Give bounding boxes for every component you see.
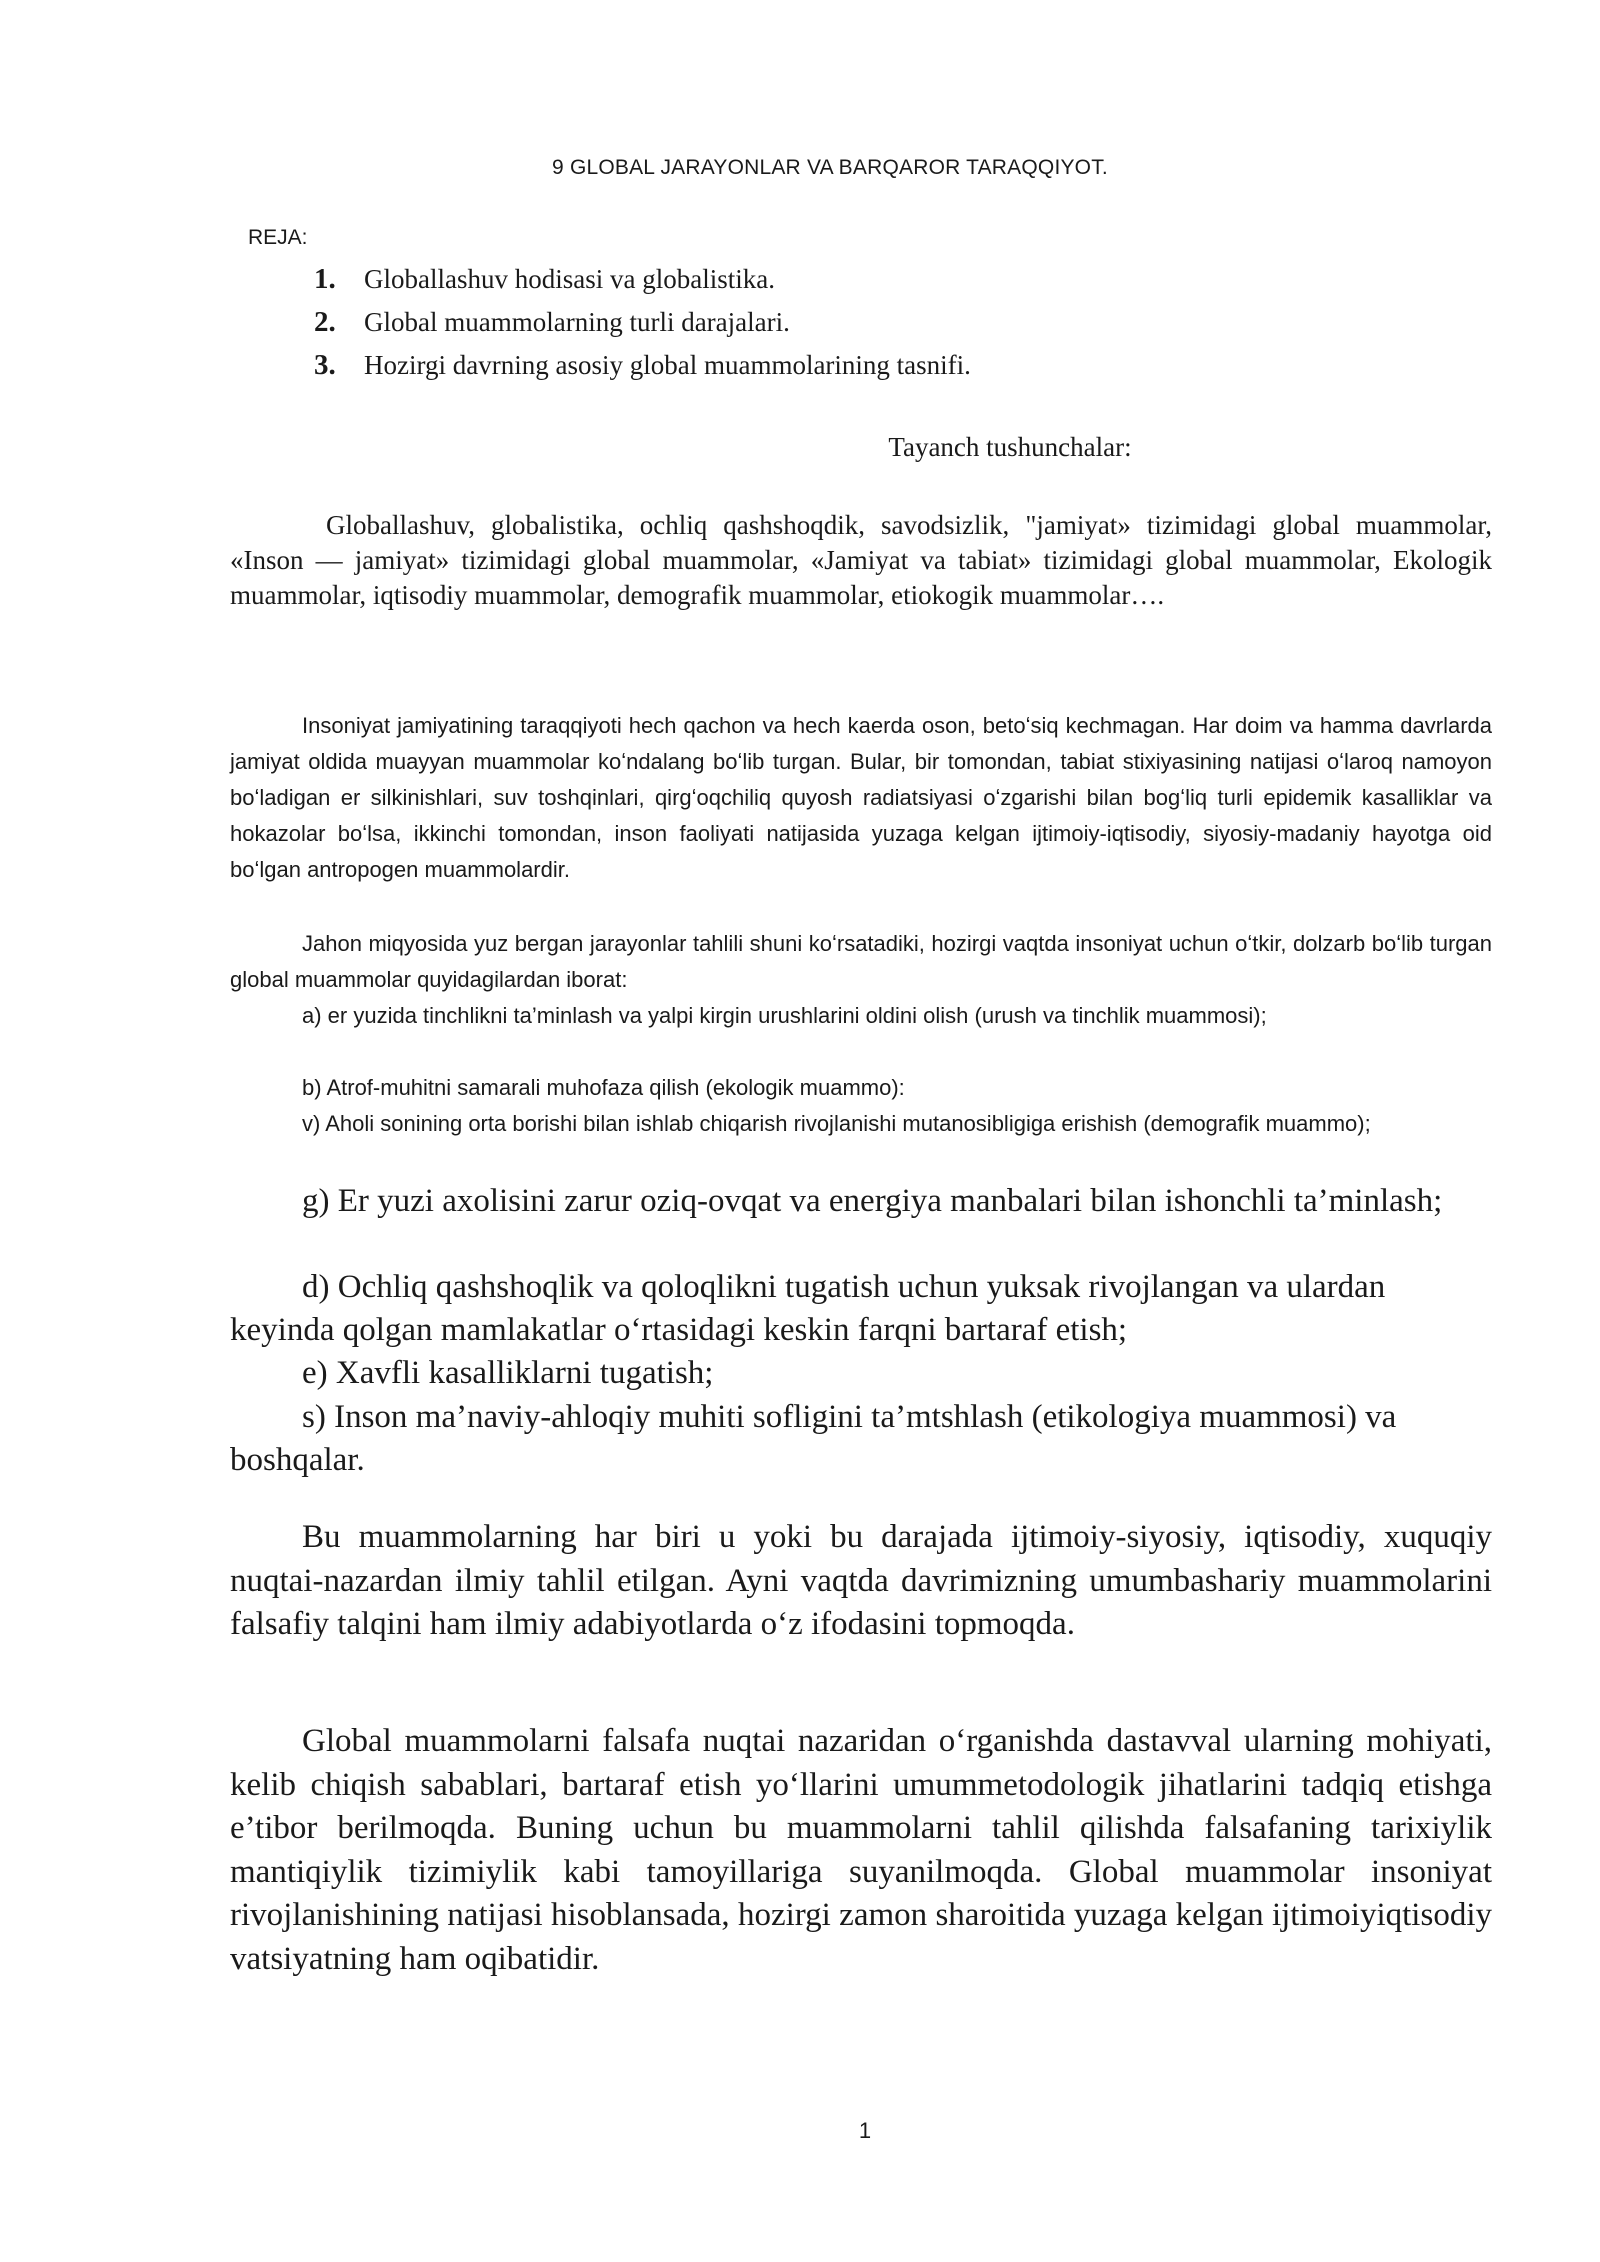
problem-item-v: v) Aholi sonining orta borishi bilan ishlab chiqarish rivojlanishi mutanosibligiga erishish (demografik muammo); — [302, 1111, 1371, 1136]
plan-item-text: Globallashuv hodisasi va globalistika. — [364, 264, 775, 294]
problem-item-s: s) Inson ma’naviy-ahloqiy muhiti sofligini ta’mtshlash (etikologiya muammosi) va boshqalar. — [230, 1399, 1397, 1478]
plan-item-text: Hozirgi davrning asosiy global muammolarining tasnifi. — [364, 350, 971, 380]
plan-item — [314, 344, 971, 387]
plan-item-number: 3. — [314, 349, 336, 381]
problem-item-e: e) Xavfli kasalliklarni tugatish; — [302, 1355, 714, 1391]
plan-item-number: 1. — [314, 263, 336, 295]
document-title: 9 GLOBAL JARAYONLAR VA BARQAROR TARAQQIYOT. — [552, 156, 1108, 179]
body-paragraph-4: Global muammolarni falsafa nuqtai nazaridan oʻrganishda dastavval ularning mohiyati, kelib chiqish sabablari, bartaraf etish yoʻllarini umummetodologik jihatlarini tadqiq etishga e’tibor berilmoqda. Buning uchun bu muammolarni tahlil qilishda falsafaning tarixiylik mantiqiylik tizimiylik kabi tamoyillariga suyanilmoqda. Global muammolar insoniyat rivojlanishining natijasi hisoblansada, hozirgi zamon sharoitida yuzaga kelgan ijtimoiyiqtisodiy vatsiyatning ham oqibatidir. — [230, 1723, 1492, 1977]
problem-item-a: a) er yuzida tinchlikni ta’minlash va yalpi kirgin urushlarini oldini olish (urush va tinchlik muammosi); — [302, 1003, 1267, 1028]
page-number: 1 — [858, 2118, 872, 2143]
concepts-paragraph: Globallashuv, globalistika, ochliq qashshoqdik, savodsizlik, "jamiyat» tizimidagi global muammolar, «Inson — jamiyat» tizimidagi global muammolar, «Jamiyat va tabiat» tizimidagi global muammolar, Ekologik muammolar, iqtisodiy muammolar, demografik muammolar, etiokogik muammolar…. — [230, 510, 1492, 610]
body-paragraph-2: Jahon miqyosida yuz bergan jarayonlar tahlili shuni koʻrsatadiki, hozirgi vaqtda insoniyat uchun oʻtkir, dolzarb boʻlib turgan global muammolar quyidagilardan iborat: — [230, 931, 1492, 992]
body-paragraph-1: Insoniyat jamiyatining taraqqiyoti hech qachon va hech kaerda oson, betoʻsiq kechmagan. Har doim va hamma davrlarda jamiyat oldida muayyan muammolar koʻndalang boʻlib turgan. Bular, bir tomondan, tabiat stixiyasining natijasi oʻlaroq namoyon boʻladigan er silkinishlari, suv toshqinlari, qirgʻoqchiliq quyosh radiatsiyasi oʻzgarishi bilan bogʻliq turli epidemik kasalliklar va hokazolar boʻlsa, ikkinchi tomondan, inson faoliyati natijasida yuzaga kelgan ijtimoiy-iqtisodiy, siyosiy-madaniy hayotga oid boʻlgan antropogen muammolardir. — [230, 713, 1492, 882]
plan-label: REJA: — [248, 226, 308, 249]
plan-item — [314, 258, 971, 301]
plan-item-text: Global muammolarning turli darajalari. — [364, 307, 790, 337]
problem-item-b: b) Atrof-muhitni samarali muhofaza qilish (ekologik muammo): — [302, 1075, 905, 1100]
plan-item — [314, 301, 971, 344]
body-paragraph-3: Bu muammolarning har biri u yoki bu darajada ijtimoiy-siyosiy, iqtisodiy, xuquqiy nuqtai-nazardan ilmiy tahlil etilgan. Ayni vaqtda davrimizning umumbashariy muammolarini falsafiy talqini ham ilmiy adabiyotlarda oʻz ifodasini topmoqda. — [230, 1519, 1492, 1642]
concepts-heading: Tayanch tushunchalar: — [888, 432, 1132, 462]
problem-item-d: d) Ochliq qashshoqlik va qoloqlikni tugatish uchun yuksak rivojlangan va ulardan keyinda qolgan mamlakatlar oʻrtasidagi keskin farqni bartaraf etish; — [230, 1269, 1386, 1348]
problem-item-g: g) Er yuzi axolisini zarur oziq-ovqat va energiya manbalari bilan ishonchli ta’minlash; — [302, 1183, 1443, 1219]
plan-list — [314, 258, 971, 387]
plan-item-number: 2. — [314, 306, 336, 338]
